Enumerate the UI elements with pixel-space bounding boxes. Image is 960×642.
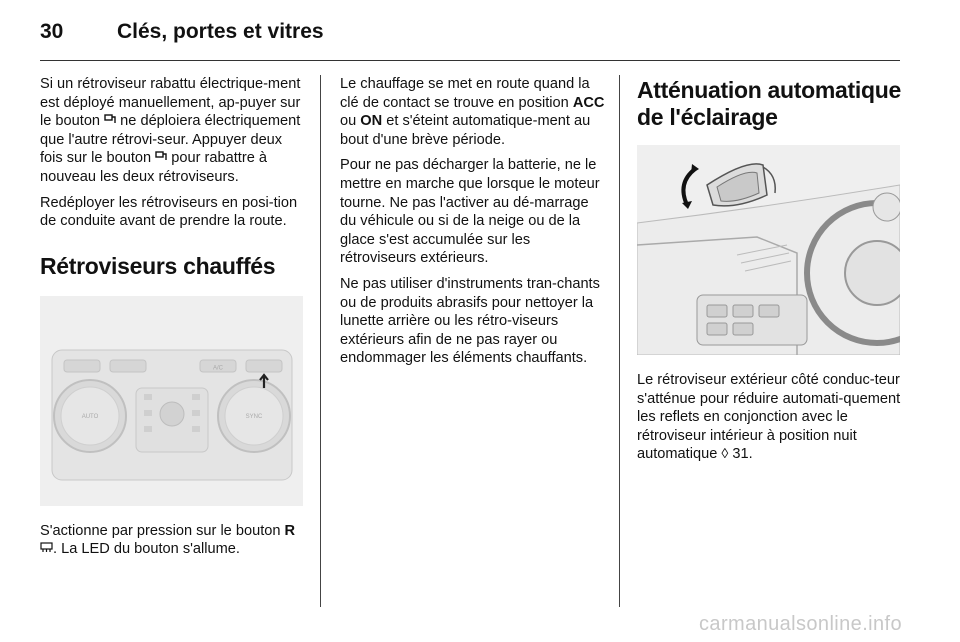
paragraph-heating-on	[340, 75, 606, 149]
column-divider-1	[320, 75, 321, 607]
column-2	[340, 75, 606, 375]
chapter-title: Clés, portes et vitres	[117, 20, 324, 43]
paragraph-mirror-fold	[40, 75, 306, 187]
header-rule	[40, 60, 900, 61]
reference-arrow-icon: ◊	[721, 445, 729, 462]
text-span: ne déploiera électriquement que l'autre rétrovi-seur. Appuyer deux fois sur le bouton	[40, 113, 301, 167]
on-label: ON	[360, 113, 383, 130]
paragraph-battery: Pour ne pas décharger la batterie, ne le mettre en marche que lorsque le moteur tourne. Ne pas l'activer au dé-marrage du véhicule ou si de la neige ou de la glace s'est accumulée sur les rétroviseurs extérieurs.	[340, 157, 600, 267]
paragraph-cleaning: Ne pas utiliser d'instruments tran-chants ou de produits abrasifs pour nettoyer la lunette arrière ou les rétro-viseurs extérieurs afin de ne pas rayer ou endommager les éléments chauffants.	[340, 275, 600, 367]
text-span: pour rabattre à nouveau les deux rétroviseurs.	[40, 150, 267, 185]
page-number: 30	[40, 20, 64, 43]
mirror-fold-icon	[155, 150, 167, 164]
button-r-label: R	[284, 522, 296, 539]
acc-label: ACC	[572, 94, 605, 111]
page-header	[0, 0, 960, 62]
climate-control-illustration	[40, 296, 303, 506]
column-1	[40, 75, 306, 566]
text-span: et s'éteint automatique-ment au bout d'une brève période.	[340, 113, 591, 148]
text-span: Le chauffage se met en route quand la clé de contact se trouve en position	[340, 76, 590, 111]
section-title-auto-dimming: Atténuation automatique de l'éclairage	[637, 77, 901, 130]
text-span: . La LED du bouton s'allume.	[53, 541, 240, 558]
text-span: S'actionne par pression sur le bouton	[40, 522, 285, 539]
section-title-heated-mirrors: Rétroviseurs chauffés	[40, 252, 276, 279]
paragraph-auto-dimming	[637, 371, 903, 464]
ac-label: A/C	[212, 365, 224, 372]
caption-heated-mirrors	[40, 522, 306, 559]
sync-label: SYNC	[245, 413, 263, 420]
text-span: 31.	[728, 446, 753, 463]
text-span: Si un rétroviseur rabattu électrique-ment est déployé manuellement, ap-puyer sur le bouton	[40, 76, 301, 130]
text-span: Le rétroviseur extérieur côté conduc-teur s'atténue pour réduire automati-quement les reflets en conjonction avec le rétroviseur intérieur à position nuit automatique	[637, 372, 901, 463]
paragraph-redeploy: Redéployer les rétroviseurs en posi-tion de conduite avant de prendre la route.	[40, 194, 298, 230]
watermark: carmanualsonline.info	[699, 613, 902, 635]
column-divider-2	[619, 75, 620, 607]
mirror-heat-icon	[40, 541, 53, 555]
auto-label: AUTO	[81, 413, 99, 420]
text-span: ou	[340, 113, 361, 130]
side-mirror-illustration	[637, 145, 900, 355]
column-3	[637, 75, 903, 471]
mirror-fold-icon	[104, 113, 116, 127]
